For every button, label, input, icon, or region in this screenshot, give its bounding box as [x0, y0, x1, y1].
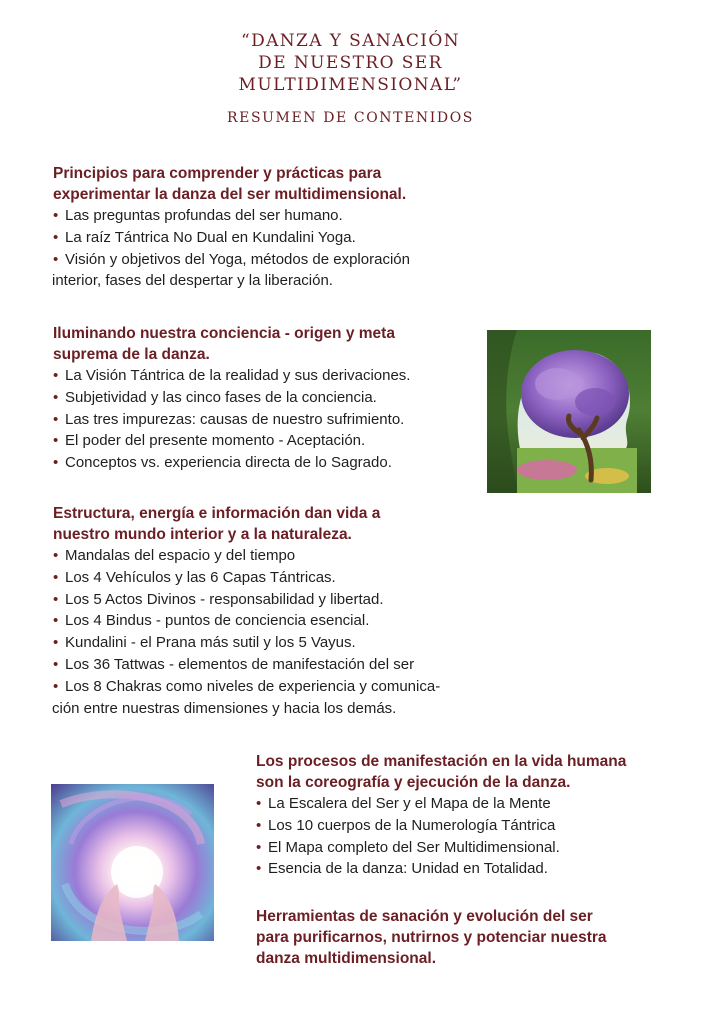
bullet-icon: •: [53, 655, 59, 673]
list-item-text: La raíz Tántrica No Dual en Kundalini Yoga.: [65, 228, 356, 246]
section-heading-line: suprema de la danza.: [53, 346, 210, 363]
bullet-icon: •: [53, 367, 59, 384]
section-heading-line: Principios para comprender y prácticas para: [53, 165, 382, 182]
list-item-text: El poder del presente momento - Aceptación.: [65, 432, 366, 450]
section-heading-line: experimentar la danza del ser multidimensional.: [53, 186, 407, 203]
list-item-text: Los 5 Actos Divinos - responsabilidad y libertad.: [65, 590, 384, 608]
bullet-icon: •: [256, 860, 262, 878]
bullet-icon: •: [256, 838, 262, 856]
section-heading-line: para purificarnos, nutrirnos y potenciar nuestra: [256, 929, 607, 946]
section-heading-line: danza multidimensional.: [256, 950, 436, 967]
section-heading: [53, 503, 513, 545]
list-item: [53, 610, 513, 632]
section-heading-line: nuestro mundo interior y a la naturaleza.: [53, 526, 352, 543]
section-heading-line: Herramientas de sanación y evolución del ser: [256, 908, 593, 925]
list-item: [256, 837, 676, 859]
list-item-text: Kundalini - el Prana más sutil y los 5 Vayus.: [65, 634, 356, 652]
bullet-icon: •: [53, 634, 59, 652]
bullet-icon: •: [53, 568, 59, 586]
list-item-text: Las preguntas profundas del ser humano.: [65, 207, 343, 224]
list-item-text: Subjetividad y las cinco fases de la conciencia.: [65, 388, 377, 406]
bullet-icon: •: [256, 795, 262, 812]
section-principios: [53, 163, 483, 292]
list-item-text: La Escalera del Ser y el Mapa de la Mente: [268, 795, 551, 812]
list-item: [256, 858, 676, 880]
bullet-icon: •: [53, 250, 59, 268]
list-item: [256, 815, 676, 837]
bullet-icon: •: [53, 454, 59, 472]
bullet-list: [53, 545, 513, 719]
title-line-1: “DANZA Y SANACIÓN: [240, 31, 460, 51]
list-item-continuation: ción entre nuestras dimensiones y hacia los demás.: [52, 699, 397, 717]
list-item-text: Esencia de la danza: Unidad en Totalidad.: [268, 860, 548, 878]
bullet-icon: •: [53, 228, 59, 246]
list-item-text: Conceptos vs. experiencia directa de lo Sagrado.: [65, 454, 392, 472]
document-subtitle: RESUMEN DE CONTENIDOS: [227, 110, 474, 126]
list-item-text: Los 8 Chakras como niveles de experiencia y comunica-: [65, 677, 441, 695]
list-item: [53, 676, 513, 720]
bullet-icon: •: [53, 432, 59, 450]
bullet-list: [256, 793, 676, 880]
list-item: [53, 249, 483, 293]
list-item-text: La Visión Tántrica de la realidad y sus derivaciones.: [65, 367, 411, 384]
document-title: [0, 30, 701, 96]
list-item-text: Los 4 Bindus - puntos de conciencia esencial.: [65, 612, 370, 630]
section-heading-line: Iluminando nuestra conciencia - origen y meta: [53, 325, 395, 342]
section-procesos: [256, 751, 676, 880]
section-heading: [53, 163, 483, 205]
list-item: [53, 409, 483, 431]
list-item-text: Visión y objetivos del Yoga, métodos de exploración: [65, 250, 410, 268]
list-item: [53, 387, 483, 409]
bullet-icon: •: [53, 612, 59, 630]
section-heading: [256, 906, 676, 969]
list-item: [53, 545, 513, 567]
list-item-continuation: interior, fases del despertar y la liberación.: [52, 272, 333, 290]
list-item: [53, 632, 513, 654]
section-heading-line: son la coreografía y ejecución de la danza.: [256, 774, 571, 791]
section-heading-line: Estructura, energía e información dan vida a: [53, 505, 381, 522]
list-item-text: Las tres impurezas: causas de nuestro sufrimiento.: [65, 410, 405, 428]
list-item-text: Los 10 cuerpos de la Numerología Tántrica: [268, 816, 556, 834]
section-iluminando: [53, 323, 483, 474]
list-item: [53, 227, 483, 249]
section-herramientas: [256, 906, 676, 969]
bullet-icon: •: [53, 547, 59, 564]
section-heading: [256, 751, 676, 793]
list-item: [256, 793, 676, 815]
bullet-icon: •: [256, 816, 262, 834]
list-item: [53, 205, 483, 227]
list-item: [53, 365, 483, 387]
section-heading: [53, 323, 483, 365]
bullet-icon: •: [53, 388, 59, 406]
list-item: [53, 452, 483, 474]
list-item: [53, 589, 513, 611]
bullet-list: [53, 205, 483, 292]
list-item: [53, 430, 483, 452]
head-silhouette-tree-icon: [487, 330, 651, 493]
list-item: [53, 567, 513, 589]
list-item-text: El Mapa completo del Ser Multidimensional.: [268, 838, 560, 856]
bullet-icon: •: [53, 410, 59, 428]
list-item-text: Mandalas del espacio y del tiempo: [65, 547, 296, 564]
section-estructura: [53, 503, 513, 719]
bullet-icon: •: [53, 590, 59, 608]
list-item-text: Los 4 Vehículos y las 6 Capas Tántricas.: [65, 568, 336, 586]
hands-light-vortex-icon: [51, 784, 214, 941]
list-item: [53, 654, 513, 676]
section-heading-line: Los procesos de manifestación en la vida humana: [256, 753, 627, 770]
title-line-3: MULTIDIMENSIONAL”: [238, 75, 463, 95]
list-item-text: Los 36 Tattwas - elementos de manifestación del ser: [65, 655, 415, 673]
bullet-icon: •: [53, 677, 59, 695]
title-line-2: DE NUESTRO SER: [258, 53, 443, 73]
bullet-icon: •: [53, 207, 59, 224]
bullet-list: [53, 365, 483, 474]
